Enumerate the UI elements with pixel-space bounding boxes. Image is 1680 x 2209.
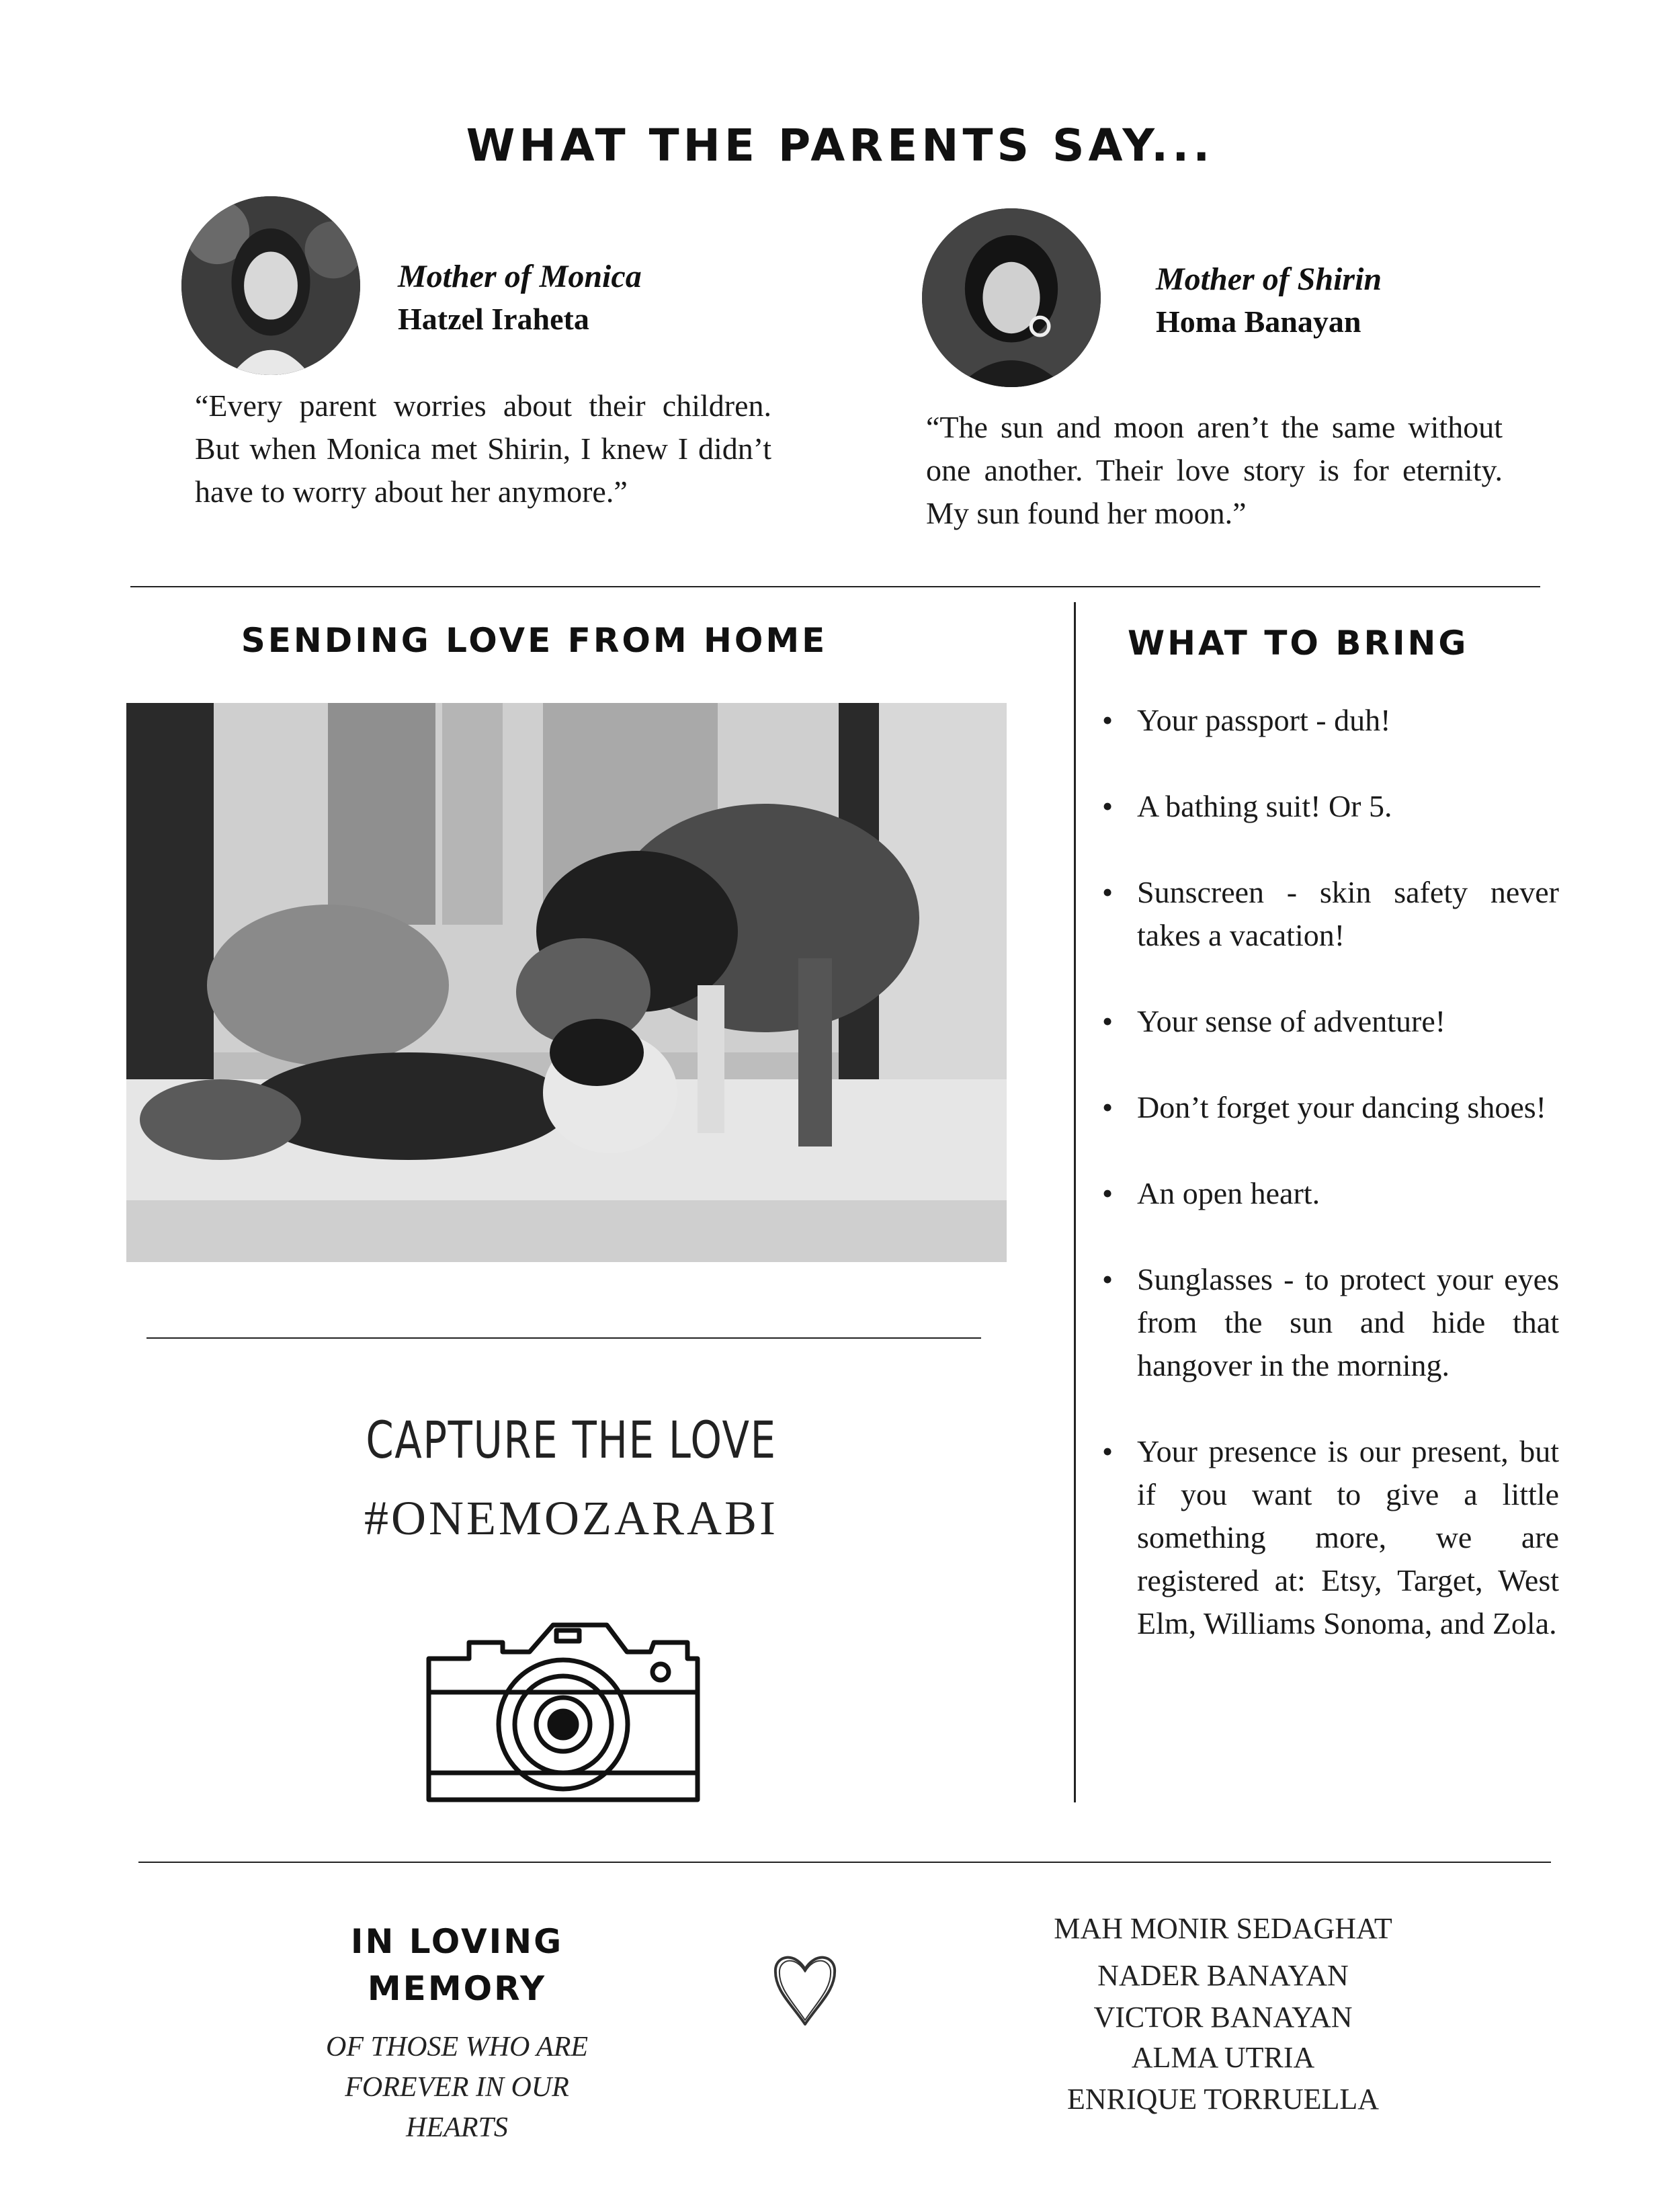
parent-quote: “The sun and moon aren’t the same without one another. Their love story is for eternity. My sun found her moon.” [926,410,1503,530]
sending-love-heading: SENDING LOVE FROM HOME [241,621,828,660]
memorial-name: ENRIQUE TORRUELLA [1066,2083,1380,2116]
page-title: WHAT THE PARENTS SAY... [466,120,1214,171]
capture-title: CAPTURE THE LOVE [366,1410,777,1470]
memory-heading [255,1918,659,2012]
memory-divider [138,1862,1551,1863]
memorial-name: MAH MONIR SEDAGHAT [1054,1912,1392,1945]
section-divider [130,586,1540,587]
wedding-hashtag: #ONEMOZARABI [364,1491,778,1545]
memorial-name: VICTOR BANAYAN [1093,2001,1353,2034]
parent-role: Mother of Monica [398,259,642,294]
what-to-bring-list [1102,699,1559,1688]
memory-heading-line: IN LOVING [350,1922,564,1961]
list-item: • Your sense of adventure! [1102,1000,1559,1043]
list-item: • Don’t forget your dancing shoes! [1102,1086,1559,1129]
photo-divider [146,1337,981,1339]
memory-subheading [255,2027,659,2148]
list-item: • Your passport - duh! [1102,699,1559,742]
column-divider [1074,602,1076,1802]
memory-sub-line: HEARTS [406,2112,508,2143]
list-item: • Your presence is our present, but if you want to give a little something more, we are registered at: Etsy, Target, West Elm, Williams Sonoma, and Zola. [1102,1430,1559,1645]
portrait-photo-mother-of-monica [181,196,360,375]
memory-heading-line: MEMORY [367,1969,547,2008]
what-to-bring-heading: WHAT TO BRING [1128,624,1469,663]
list-item: • Sunscreen - skin safety never takes a vacation! [1102,871,1559,957]
memory-sub-line: FOREVER IN OUR [345,2072,569,2103]
parent-quote: “Every parent worries about their children. But when Monica met Shirin, I knew I didn’t have to worry about her anymore.” [195,388,771,509]
list-item: • An open heart. [1102,1172,1559,1215]
list-item: • Sunglasses - to protect your eyes from the sun and hide that hangover in the morning. [1102,1258,1559,1387]
memorial-name: ALMA UTRIA [1131,2041,1315,2074]
cats-photo [126,703,1007,1262]
parent-role: Mother of Shirin [1156,261,1382,297]
parent-name: Hatzel Iraheta [398,302,589,336]
portrait-photo-mother-of-shirin [922,208,1101,387]
parent-name: Homa Banayan [1156,304,1361,339]
camera-icon [422,1605,704,1806]
memory-sub-line: OF THOSE WHO ARE [325,2032,589,2062]
list-item: • A bathing suit! Or 5. [1102,785,1559,828]
heart-outline-icon [770,1949,840,2030]
memorial-name: NADER BANAYAN [1097,1959,1349,1992]
